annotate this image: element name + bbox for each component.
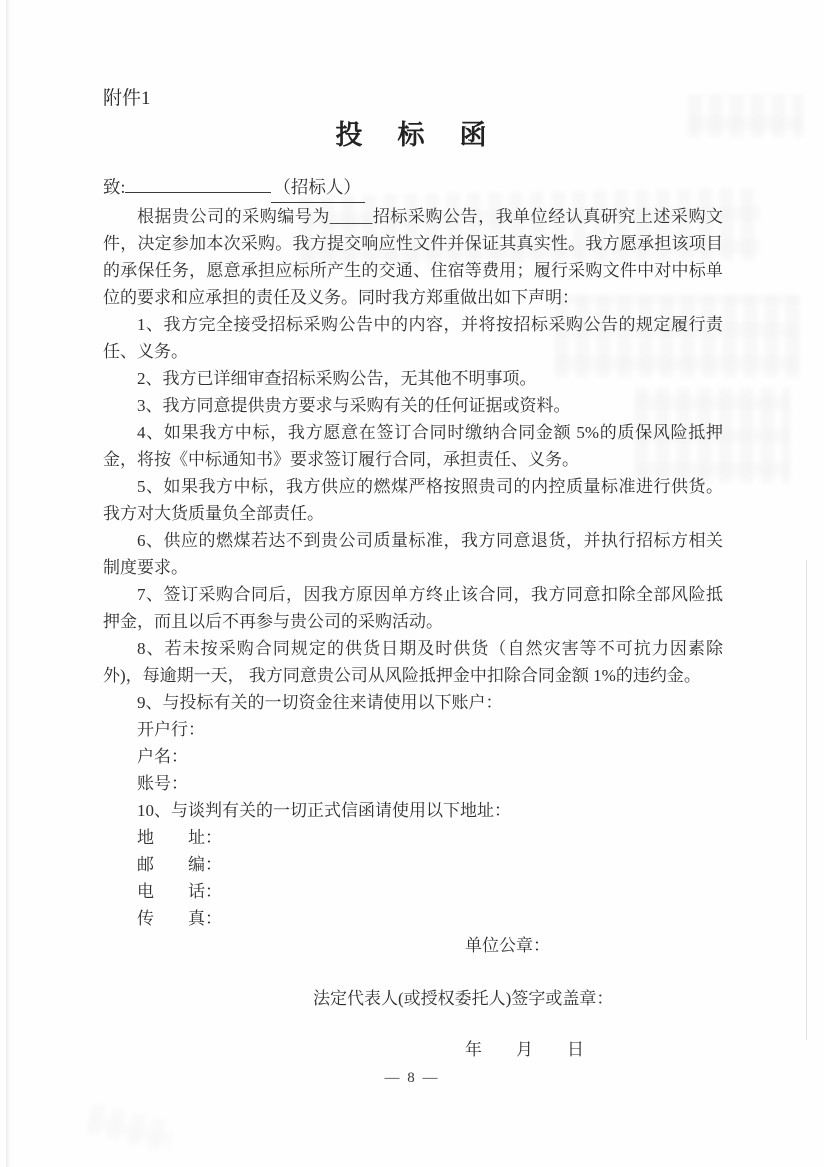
account-name-field-label: 户名： [137, 747, 188, 766]
salutation-label: 致: [103, 177, 126, 197]
fax-field-label: 传 真： [137, 909, 222, 928]
document-content [103, 86, 723, 1063]
declaration-5: 5、如果我方中标，我方供应的燃煤严格按照贵司的内控质量标准进行供货。我方对大货质量负全部责任。 [103, 477, 723, 523]
declaration-7: 7、签订采购合同后，因我方原因单方终止该合同，我方同意扣除全部风险抵押金，而且以后不再参与贵公司的采购活动。 [103, 585, 723, 631]
mail-intro-paragraph: 10、与谈判有关的一切正式信函请使用以下地址： [137, 801, 511, 820]
account-number-field-label: 账号： [137, 774, 188, 793]
addressee-role-label: （招标人） [271, 174, 365, 203]
declaration-2: 2、我方已详细审查招标采购公告，无其他不明事项。 [137, 369, 537, 388]
address-field-label: 地 址： [137, 828, 222, 847]
scan-edge-right-artifact [806, 560, 807, 1040]
document-title: 投 标 函 [335, 120, 491, 150]
bleed-through-artifact [85, 1102, 175, 1154]
salutation-line [103, 174, 723, 203]
company-seal-label: 单位公章： [465, 936, 550, 955]
declaration-4: 4、如果我方中标，我方愿意在签订合同时缴纳合同金额 5%的质保风险抵押金，将按《中标通知书》要求签订履行合同，承担责任、义务。 [103, 423, 723, 469]
declaration-6: 6、供应的燃煤若达不到贵公司质量标准，我方同意退货，并执行招标方相关制度要求。 [103, 531, 723, 577]
page-number: — 8 — [384, 1070, 440, 1086]
bank-name-field-label: 开户行： [137, 720, 205, 739]
document-body [103, 203, 723, 932]
declaration-8: 8、若未按采购合同规定的供货日期及时供货（自然灾害等不可抗力因素除外)，每逾期一天， 我方同意贵公司从风险抵押金中扣除合同金额 1%的违约金。 [103, 639, 723, 685]
declaration-1: 1、我方完全接受招标采购公告中的内容，并将按招标采购公告的规定履行责任、义务。 [103, 315, 723, 361]
declaration-3: 3、我方同意提供贵方要求与采购有关的任何证据或资料。 [137, 396, 571, 415]
date-line: 年 月 日 [465, 1040, 584, 1059]
scan-edge-left-artifact [6, 0, 12, 1167]
declaration-9: 9、与投标有关的一切资金往来请使用以下账户： [137, 693, 503, 712]
intro-paragraph: 根据贵公司的采购编号为_____招标采购公告，我单位经认真研究上述采购文件，决定参加本次采购。我方提交响应性文件并保证其真实性。我方愿承担该项目的承保任务，愿意承担应标所产生的交通、住宿等费用；履行采购文件中对中标单位的要求和应承担的责任及义务。同时我方郑重做出如下声明： [103, 207, 723, 307]
phone-field-label: 电 话： [137, 882, 222, 901]
legal-representative-signature-label: 法定代表人(或授权委托人)签字或盖章： [313, 989, 614, 1008]
addressee-blank-line [125, 175, 271, 194]
attachment-label: 附件1 [103, 88, 151, 109]
postcode-field-label: 邮 编： [137, 855, 222, 874]
